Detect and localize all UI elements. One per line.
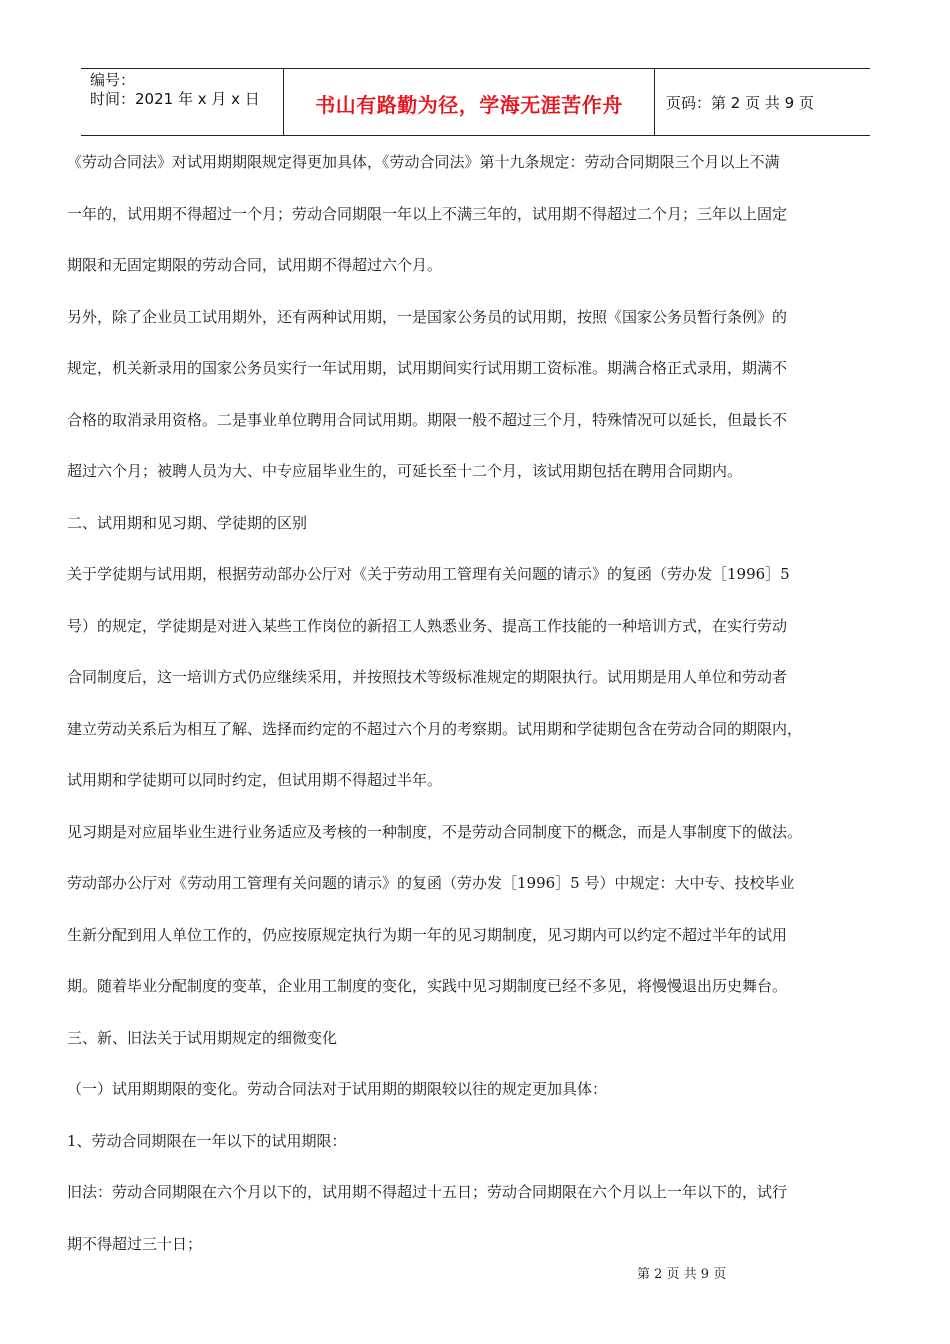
paragraph-line: 号）的规定，学徒期是对进入某些工作岗位的新招工人熟悉业务、提高工作技能的一种培训方式，在实行劳动 bbox=[67, 616, 788, 635]
paragraph-line: 1、劳动合同期限在一年以下的试用期限： bbox=[67, 1131, 347, 1150]
document-header bbox=[81, 68, 870, 136]
paragraph-line: （一）试用期期限的变化。劳动合同法对于试用期的期限较以往的规定更加具体： bbox=[67, 1080, 608, 1098]
body-paragraph bbox=[67, 150, 887, 305]
document-number-label: 编号： bbox=[90, 71, 136, 89]
paragraph-line: 规定，机关新录用的国家公务员实行一年试用期，试用期间实行试用期工资标准。期满合格正式录用，期满不 bbox=[67, 359, 788, 377]
document-date-label: 时间：2021 年 x 月 x 日 bbox=[90, 90, 260, 108]
body-paragraph bbox=[67, 562, 887, 820]
paragraph-line: 一年的，试用期不得超过一个月；劳动合同期限一年以上不满三年的，试用期不得超过二个月；三年以上固定 bbox=[67, 204, 788, 223]
body-paragraph bbox=[67, 1077, 887, 1129]
paragraph-line: 《劳动合同法》对试用期期限规定得更加具体，《劳动合同法》第十九条规定：劳动合同期限三个月以上不满 bbox=[67, 153, 780, 171]
body-paragraph bbox=[67, 305, 887, 511]
paragraph-line: 期限和无固定期限的劳动合同，试用期不得超过六个月。 bbox=[67, 256, 443, 274]
paragraph-line: 关于学徒期与试用期，根据劳动部办公厅对《关于劳动用工管理有关问题的请示》的复函（劳办发［1996］5 bbox=[67, 565, 790, 583]
paragraph-line: 合格的取消录用资格。二是事业单位聘用合同试用期。期限一般不超过三个月，特殊情况可以延长，但最长不 bbox=[67, 410, 788, 429]
header-meta bbox=[81, 69, 283, 135]
paragraph-line: 旧法：劳动合同期限在六个月以下的，试用期不得超过十五日；劳动合同期限在六个月以上一年以下的，试行 bbox=[67, 1183, 788, 1201]
paragraph-line: 生新分配到用人单位工作的，仍应按原规定执行为期一年的见习期制度，见习期内可以约定不超过半年的试用 bbox=[67, 925, 788, 944]
body-paragraph bbox=[67, 820, 887, 872]
header-motto: 书山有路勤为径，学海无涯苦作舟 bbox=[283, 69, 655, 135]
document-body bbox=[67, 150, 887, 1283]
body-paragraph bbox=[67, 871, 887, 1026]
paragraph-line: 三、新、旧法关于试用期规定的细微变化 bbox=[67, 1028, 338, 1047]
paragraph-line: 二、试用期和见习期、学徒期的区别 bbox=[67, 513, 308, 532]
body-paragraph bbox=[67, 1026, 887, 1078]
paragraph-line: 期不得超过三十日； bbox=[67, 1234, 203, 1253]
body-paragraph bbox=[67, 1180, 887, 1283]
paragraph-line: 劳动部办公厅对《劳动用工管理有关问题的请示》的复函（劳办发［1996］5 号）中规定：大中专、技校毕业 bbox=[67, 874, 795, 892]
body-paragraph bbox=[67, 1129, 887, 1181]
body-paragraph bbox=[67, 511, 887, 563]
paragraph-line: 另外，除了企业员工试用期外，还有两种试用期，一是国家公务员的试用期，按照《国家公务员暂行条例》的 bbox=[67, 307, 788, 326]
paragraph-line: 合同制度后，这一培训方式仍应继续采用，并按照技术等级标准规定的期限执行。试用期是用人单位和劳动者 bbox=[67, 668, 788, 686]
paragraph-line: 建立劳动关系后为相互了解、选择而约定的不超过六个月的考察期。试用期和学徒期包含在劳动合同的期限内， bbox=[67, 719, 803, 738]
page-footer: 第 2 页 共 9 页 bbox=[637, 1267, 727, 1282]
paragraph-line: 期。随着毕业分配制度的变革，企业用工制度的变化，实践中见习期制度已经不多见，将慢慢退出历史舞台。 bbox=[67, 977, 788, 995]
header-page-number: 页码：第 2 页 共 9 页 bbox=[666, 93, 814, 112]
paragraph-line: 试用期和学徒期可以同时约定，但试用期不得超过半年。 bbox=[67, 771, 443, 789]
paragraph-line: 见习期是对应届毕业生进行业务适应及考核的一种制度，不是劳动合同制度下的概念，而是人事制度下的做法。 bbox=[67, 822, 803, 841]
paragraph-line: 超过六个月；被聘人员为大、中专应届毕业生的，可延长至十二个月，该试用期包括在聘用合同期内。 bbox=[67, 462, 743, 480]
